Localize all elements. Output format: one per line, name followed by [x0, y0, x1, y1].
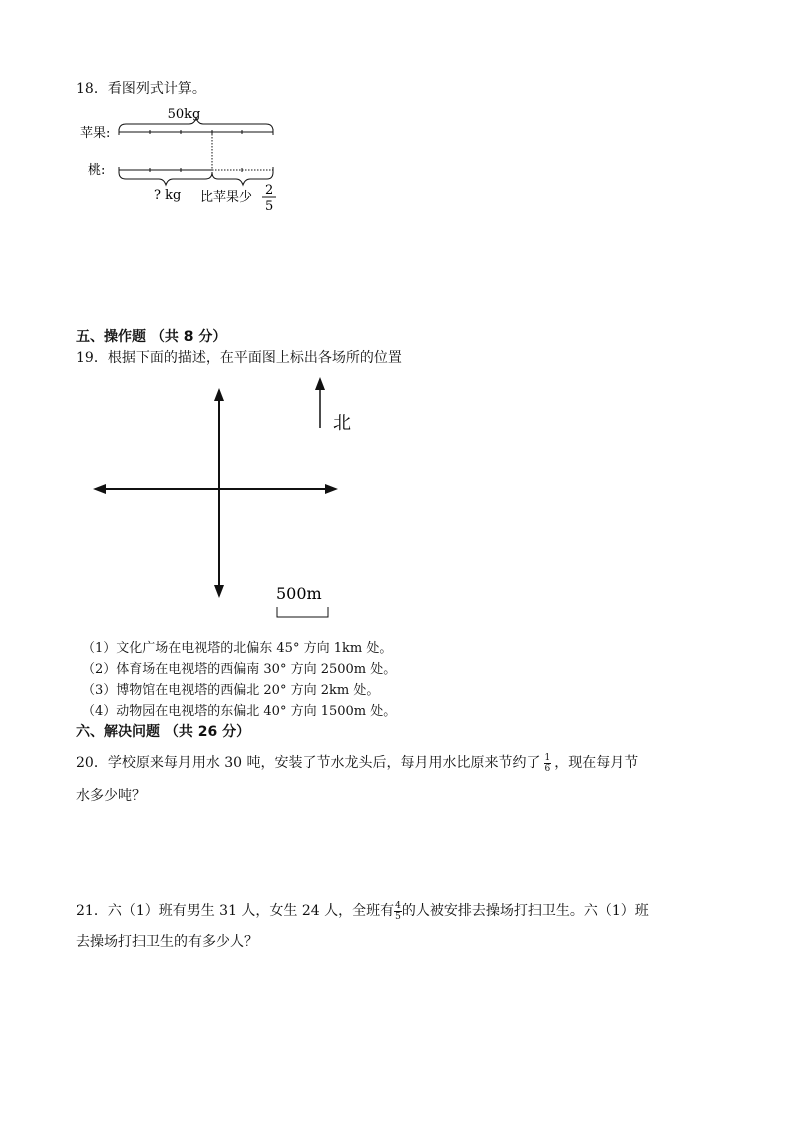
- q18-label: 18．看图列式计算。: [76, 81, 206, 97]
- q19-label: 19．根据下面的描述，在平面图上标出各场所的位置: [76, 350, 402, 366]
- q19-item-4: （4）动物园在电视塔的东偏北 40° 方向 1500m 处。: [82, 704, 397, 719]
- section6-title: 六、解决问题 （共 26 分）: [76, 724, 251, 740]
- fraction-numerator: 2: [265, 183, 274, 198]
- total-label: 50kg: [167, 107, 201, 122]
- section5-title: 五、操作题 （共 8 分）: [76, 329, 227, 345]
- q20-line1: [76, 752, 638, 774]
- north-arrow-head: [315, 377, 325, 390]
- fraction-denominator: 5: [265, 199, 274, 214]
- q21-fraction-num: 4: [395, 900, 401, 911]
- difference-brace: [212, 172, 273, 185]
- scale-label: 500m: [276, 584, 322, 603]
- q21-text-before: 21．六（1）班有男生 31 人，女生 24 人，全班有: [76, 903, 395, 919]
- unknown-label: ? kg: [154, 188, 182, 203]
- q20-text-after: ，现在每月节: [554, 755, 639, 771]
- q21-line1: [76, 900, 649, 922]
- q20-text-before: 20．学校原来每月用水 30 吨，安装了节水龙头后，每月用水比原来节约了: [76, 755, 541, 771]
- north-label: 北: [333, 413, 351, 434]
- q18-line-diagram: [72, 100, 292, 220]
- q20-line2: 水多少吨？: [76, 788, 146, 804]
- q19-item-1: （1）文化广场在电视塔的北偏东 45° 方向 1km 处。: [82, 641, 393, 656]
- q21-text-after: 的人被安排去操场打扫卫生。六（1）班: [401, 903, 649, 919]
- q21-fraction: [394, 901, 402, 922]
- q21-line2: 去操场打扫卫生的有多少人？: [76, 934, 258, 950]
- q20-fraction-num: 1: [544, 752, 551, 763]
- q19-item-2: （2）体育场在电视塔的西偏南 30° 方向 2500m 处。: [82, 662, 397, 677]
- compare-text: 比苹果少: [200, 190, 253, 205]
- peach-label: 桃:: [88, 163, 106, 178]
- compass-diagram: [80, 370, 380, 630]
- peach-brace: [119, 172, 212, 185]
- q20-fraction-den: 6: [544, 763, 551, 774]
- q21-fraction-den: 5: [395, 911, 401, 922]
- apple-label: 苹果:: [80, 126, 111, 141]
- q20-fraction: [544, 753, 552, 774]
- q19-item-3: （3）博物馆在电视塔的西偏北 20° 方向 2km 处。: [82, 683, 380, 698]
- scale-bar: [277, 607, 328, 617]
